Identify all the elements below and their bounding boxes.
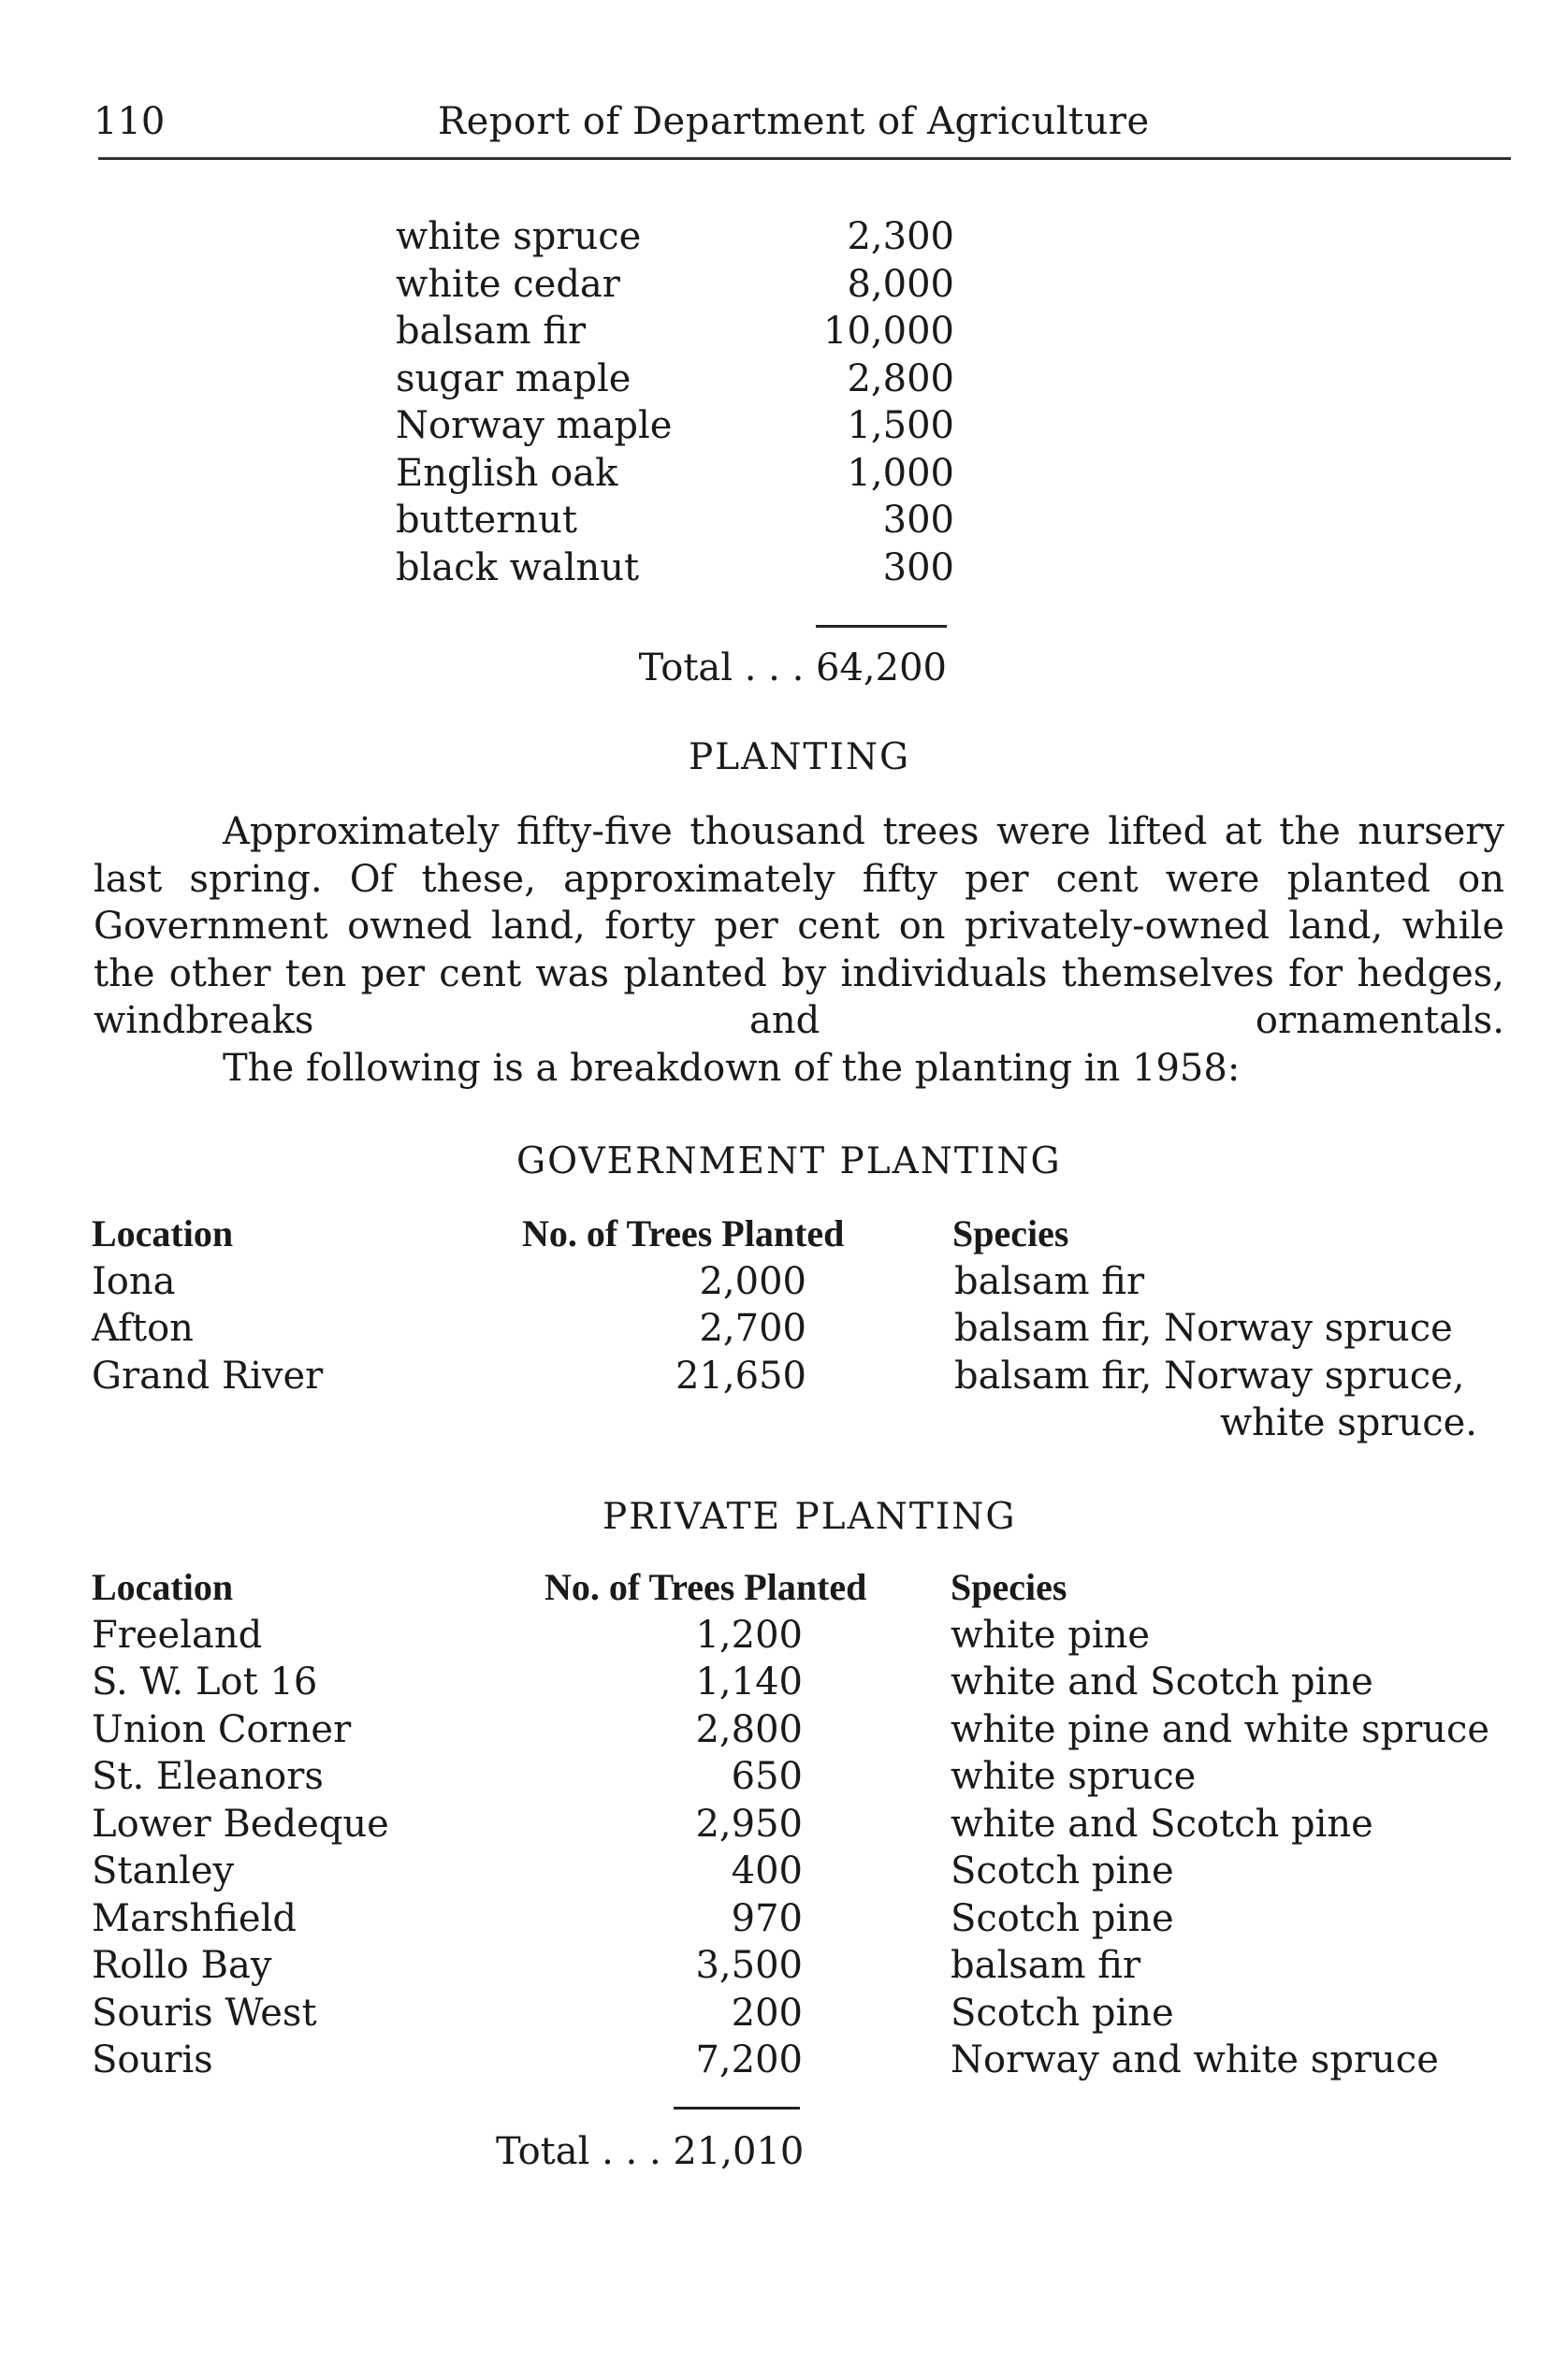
- nursery-stock-list: [393, 213, 954, 591]
- species-cell: white pine: [951, 1613, 1151, 1657]
- location-cell: Marshfield: [92, 1896, 297, 1940]
- trees-cell: 2,700: [699, 1307, 806, 1350]
- table-row: [0, 1353, 1568, 1400]
- trees-cell: 3,500: [695, 1944, 803, 1987]
- tree-count: 1,000: [847, 451, 954, 495]
- species-name: black walnut: [396, 545, 640, 589]
- column-header-trees: No. of Trees Planted: [544, 1566, 867, 1608]
- table-row: [0, 1706, 1568, 1754]
- location-cell: Souris West: [92, 1991, 317, 2035]
- location-cell: Iona: [92, 1259, 176, 1303]
- page-number: 110: [94, 100, 166, 143]
- species-cell: Norway and white spruce: [951, 2038, 1439, 2081]
- location-cell: Souris: [92, 2038, 213, 2081]
- tree-count: 2,800: [847, 356, 954, 400]
- trees-cell: 2,000: [699, 1259, 806, 1303]
- list-item: [393, 544, 954, 592]
- trees-cell: 400: [731, 1849, 803, 1892]
- species-name: white spruce: [396, 215, 642, 258]
- running-title: Report of Department of Agriculture: [438, 100, 1150, 143]
- location-cell: Afton: [92, 1307, 194, 1350]
- table-row: [0, 1848, 1568, 1895]
- paragraph: Approximately fifty-five thousand trees were lifted at the nursery last spring. Of these, approximately fifty per cent were planted on Government owned land, forty per cent on privately-owned land, while the other ten per cent was planted by individuals themselves for hedges, windbreaks and ornamentals.: [94, 810, 1504, 1042]
- tree-count: 8,000: [847, 262, 954, 306]
- trees-cell: 1,200: [695, 1613, 803, 1657]
- column-header-location: Location: [92, 1212, 234, 1254]
- location-cell: Union Corner: [92, 1707, 352, 1751]
- nursery-total: Total . . . 64,200: [638, 646, 947, 689]
- tree-count: 1,500: [847, 404, 954, 447]
- trees-cell: 650: [731, 1755, 803, 1798]
- list-item: [393, 402, 954, 450]
- tree-count: 300: [882, 499, 954, 542]
- table-row: [0, 1753, 1568, 1801]
- list-item: [393, 261, 954, 309]
- species-name: sugar maple: [396, 356, 632, 400]
- table-row: [0, 2037, 1568, 2084]
- list-item: [393, 497, 954, 544]
- species-cell: balsam fir, Norway spruce,: [954, 1354, 1465, 1398]
- trees-cell: 2,950: [695, 1802, 803, 1846]
- table-row: [0, 1990, 1568, 2037]
- species-name: balsam fir: [396, 310, 587, 353]
- species-cell-continued: white spruce.: [1219, 1401, 1477, 1444]
- trees-cell: 970: [731, 1896, 803, 1940]
- section-heading-private-planting: PRIVATE PLANTING: [603, 1496, 1017, 1538]
- government-planting-table: [0, 1211, 1568, 1447]
- trees-cell: 200: [731, 1991, 803, 2035]
- table-row: [0, 1659, 1568, 1706]
- location-cell: Grand River: [92, 1354, 324, 1398]
- column-header-species: Species: [951, 1566, 1067, 1608]
- list-item: [393, 355, 954, 403]
- species-cell: white spruce: [951, 1755, 1197, 1798]
- species-cell: white and Scotch pine: [951, 1660, 1373, 1704]
- species-cell: white and Scotch pine: [951, 1802, 1373, 1846]
- location-cell: Freeland: [92, 1613, 263, 1657]
- species-cell: Scotch pine: [951, 1849, 1174, 1892]
- sum-rule: [674, 2107, 800, 2110]
- table-row: [0, 1305, 1568, 1353]
- table-row: [0, 1258, 1568, 1306]
- species-cell: white pine and white spruce: [951, 1707, 1490, 1751]
- species-name: white cedar: [396, 262, 620, 306]
- section-heading-planting: PLANTING: [689, 736, 911, 778]
- species-name: butternut: [396, 499, 577, 542]
- location-cell: Rollo Bay: [92, 1944, 272, 1987]
- header-rule: [98, 157, 1511, 160]
- species-cell: balsam fir, Norway spruce: [954, 1307, 1453, 1350]
- sum-rule: [816, 625, 947, 628]
- trees-cell: 7,200: [695, 2038, 803, 2081]
- species-name: Norway maple: [396, 404, 673, 447]
- trees-cell: 21,650: [675, 1354, 806, 1398]
- list-item: [393, 450, 954, 498]
- location-cell: Stanley: [92, 1849, 235, 1892]
- planting-text: [94, 808, 1504, 1092]
- section-heading-government-planting: GOVERNMENT PLANTING: [516, 1140, 1062, 1182]
- tree-count: 2,300: [847, 215, 954, 258]
- species-name: English oak: [396, 451, 618, 495]
- species-cell: Scotch pine: [951, 1991, 1174, 2035]
- table-header: [0, 1211, 1568, 1258]
- list-item: [393, 308, 954, 355]
- location-cell: St. Eleanors: [92, 1755, 324, 1798]
- column-header-location: Location: [92, 1566, 234, 1608]
- trees-cell: 1,140: [695, 1660, 803, 1704]
- table-row: [0, 1895, 1568, 1943]
- column-header-trees: No. of Trees Planted: [522, 1212, 845, 1254]
- tree-count: 10,000: [823, 310, 954, 353]
- table-row-continuation: [0, 1399, 1568, 1447]
- paragraph: The following is a breakdown of the planting in 1958:: [223, 1046, 1241, 1090]
- location-cell: Lower Bedeque: [92, 1802, 389, 1846]
- private-planting-table: [0, 1564, 1568, 2084]
- location-cell: S. W. Lot 16: [92, 1660, 318, 1704]
- trees-cell: 2,800: [695, 1707, 803, 1751]
- private-total: Total . . . 21,010: [496, 2130, 805, 2173]
- column-header-species: Species: [952, 1212, 1069, 1254]
- table-header: [0, 1564, 1568, 1612]
- tree-count: 300: [882, 545, 954, 589]
- species-cell: balsam fir: [954, 1259, 1145, 1303]
- species-cell: Scotch pine: [951, 1896, 1174, 1940]
- list-item: [393, 213, 954, 261]
- species-cell: balsam fir: [951, 1944, 1141, 1987]
- table-row: [0, 1801, 1568, 1849]
- table-row: [0, 1612, 1568, 1660]
- table-row: [0, 1942, 1568, 1990]
